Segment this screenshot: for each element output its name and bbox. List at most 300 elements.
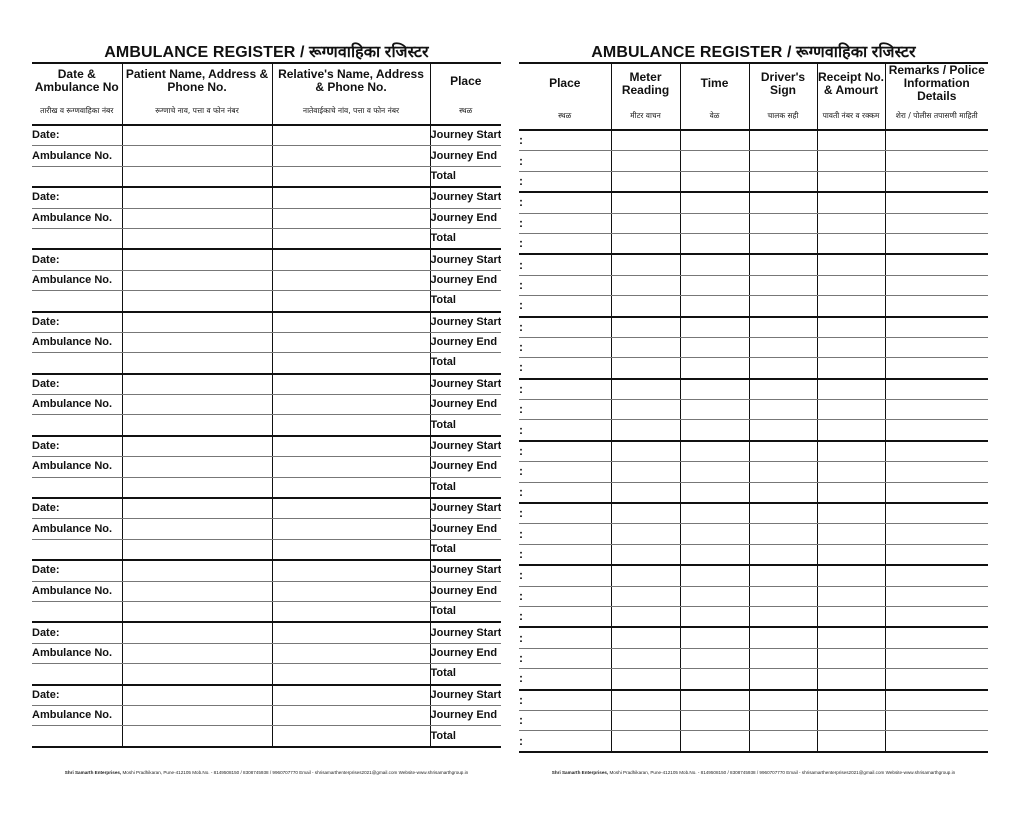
meter-reading-cell[interactable] bbox=[611, 690, 680, 711]
patient-cell[interactable] bbox=[122, 726, 272, 747]
time-cell[interactable] bbox=[680, 503, 749, 524]
meter-reading-cell[interactable] bbox=[611, 130, 680, 151]
receipt-cell[interactable] bbox=[817, 337, 885, 357]
table-row bbox=[32, 291, 501, 312]
left-register-body bbox=[32, 125, 501, 747]
driver-sign-cell[interactable] bbox=[749, 606, 817, 627]
driver-sign-cell[interactable] bbox=[749, 233, 817, 254]
relative-cell[interactable] bbox=[272, 539, 430, 560]
place-colon[interactable]: : bbox=[519, 627, 611, 648]
time-cell[interactable] bbox=[680, 669, 749, 690]
remarks-cell[interactable] bbox=[885, 130, 988, 151]
relative-cell[interactable] bbox=[272, 228, 430, 249]
relative-cell[interactable] bbox=[272, 332, 430, 352]
place-colon[interactable]: : bbox=[519, 544, 611, 565]
relative-cell[interactable] bbox=[272, 519, 430, 539]
blank-cell bbox=[32, 539, 122, 560]
footer-company: Shri Samarth Enterprises, bbox=[64, 770, 122, 775]
table-row bbox=[32, 415, 501, 436]
time-cell[interactable] bbox=[680, 524, 749, 544]
table-row bbox=[32, 436, 501, 457]
driver-sign-cell[interactable] bbox=[749, 275, 817, 295]
relative-cell[interactable] bbox=[272, 685, 430, 706]
patient-cell[interactable] bbox=[122, 436, 272, 457]
meter-reading-cell[interactable] bbox=[611, 524, 680, 544]
patient-cell[interactable] bbox=[122, 166, 272, 187]
meter-reading-cell[interactable] bbox=[611, 296, 680, 317]
receipt-cell[interactable] bbox=[817, 524, 885, 544]
receipt-cell[interactable] bbox=[817, 317, 885, 338]
time-cell[interactable] bbox=[680, 379, 749, 400]
place-colon[interactable]: : bbox=[519, 441, 611, 462]
patient-cell[interactable] bbox=[122, 395, 272, 415]
relative-cell[interactable] bbox=[272, 208, 430, 228]
patient-cell[interactable] bbox=[122, 477, 272, 498]
remarks-cell[interactable] bbox=[885, 337, 988, 357]
receipt-cell[interactable] bbox=[817, 130, 885, 151]
patient-cell[interactable] bbox=[122, 539, 272, 560]
receipt-cell[interactable] bbox=[817, 358, 885, 379]
meter-reading-cell[interactable] bbox=[611, 233, 680, 254]
table-row bbox=[519, 606, 988, 627]
journey-end-label: Journey End bbox=[430, 457, 501, 477]
patient-cell[interactable] bbox=[122, 353, 272, 374]
receipt-cell[interactable] bbox=[817, 420, 885, 441]
patient-cell[interactable] bbox=[122, 374, 272, 395]
meter-reading-cell[interactable] bbox=[611, 544, 680, 565]
remarks-cell[interactable] bbox=[885, 441, 988, 462]
place-colon[interactable]: : bbox=[519, 213, 611, 233]
place-colon[interactable]: : bbox=[519, 524, 611, 544]
driver-sign-cell[interactable] bbox=[749, 296, 817, 317]
journey-end-label: Journey End bbox=[430, 146, 501, 166]
table-row bbox=[519, 690, 988, 711]
receipt-cell[interactable] bbox=[817, 275, 885, 295]
relative-cell[interactable] bbox=[272, 622, 430, 643]
patient-cell[interactable] bbox=[122, 415, 272, 436]
receipt-cell[interactable] bbox=[817, 648, 885, 668]
receipt-cell[interactable] bbox=[817, 400, 885, 420]
place-colon[interactable]: : bbox=[519, 358, 611, 379]
time-cell[interactable] bbox=[680, 296, 749, 317]
relative-cell[interactable] bbox=[272, 415, 430, 436]
meter-reading-cell[interactable] bbox=[611, 710, 680, 730]
place-colon[interactable]: : bbox=[519, 275, 611, 295]
receipt-cell[interactable] bbox=[817, 151, 885, 171]
remarks-cell[interactable] bbox=[885, 524, 988, 544]
driver-sign-cell[interactable] bbox=[749, 731, 817, 752]
receipt-cell[interactable] bbox=[817, 482, 885, 503]
place-colon[interactable]: : bbox=[519, 379, 611, 400]
relative-cell[interactable] bbox=[272, 436, 430, 457]
time-cell[interactable] bbox=[680, 606, 749, 627]
time-cell[interactable] bbox=[680, 400, 749, 420]
relative-cell[interactable] bbox=[272, 581, 430, 601]
place-colon[interactable]: : bbox=[519, 710, 611, 730]
place-colon[interactable]: : bbox=[519, 586, 611, 606]
total-label: Total bbox=[430, 415, 501, 436]
patient-cell[interactable] bbox=[122, 498, 272, 519]
receipt-cell[interactable] bbox=[817, 606, 885, 627]
meter-reading-cell[interactable] bbox=[611, 441, 680, 462]
relative-cell[interactable] bbox=[272, 312, 430, 333]
remarks-cell[interactable] bbox=[885, 192, 988, 213]
relative-cell[interactable] bbox=[272, 395, 430, 415]
driver-sign-cell[interactable] bbox=[749, 544, 817, 565]
receipt-cell[interactable] bbox=[817, 213, 885, 233]
relative-cell[interactable] bbox=[272, 146, 430, 166]
footer-details: Moshi Pradhikaran, Pune-412105 Mob.No. - 8149508150 / 8308745938 / 9960707770 Email - shrisamarthenterprises2021@gmail.com Website-www.shrisamarthgroup.in bbox=[122, 770, 469, 775]
patient-cell[interactable] bbox=[122, 643, 272, 663]
remarks-cell[interactable] bbox=[885, 669, 988, 690]
patient-cell[interactable] bbox=[122, 664, 272, 685]
left-page-title: AMBULANCE REGISTER / रूग्णवाहिका रजिस्टर bbox=[104, 44, 429, 61]
meter-reading-cell[interactable] bbox=[611, 151, 680, 171]
time-cell[interactable] bbox=[680, 275, 749, 295]
relative-cell[interactable] bbox=[272, 270, 430, 290]
meter-reading-cell[interactable] bbox=[611, 379, 680, 400]
relative-cell[interactable] bbox=[272, 705, 430, 725]
time-cell[interactable] bbox=[680, 420, 749, 441]
relative-cell[interactable] bbox=[272, 125, 430, 146]
right-register-table bbox=[519, 62, 988, 753]
table-row bbox=[32, 395, 501, 415]
table-row bbox=[519, 627, 988, 648]
driver-sign-cell[interactable] bbox=[749, 317, 817, 338]
remarks-cell[interactable] bbox=[885, 648, 988, 668]
receipt-cell[interactable] bbox=[817, 192, 885, 213]
time-cell[interactable] bbox=[680, 441, 749, 462]
ambulance-no-label: Ambulance No. bbox=[32, 519, 122, 539]
receipt-cell[interactable] bbox=[817, 627, 885, 648]
journey-start-label: Journey Start bbox=[430, 498, 501, 519]
place-colon[interactable]: : bbox=[519, 337, 611, 357]
relative-cell[interactable] bbox=[272, 726, 430, 747]
relative-cell[interactable] bbox=[272, 498, 430, 519]
patient-cell[interactable] bbox=[122, 270, 272, 290]
meter-reading-cell[interactable] bbox=[611, 606, 680, 627]
driver-sign-cell[interactable] bbox=[749, 586, 817, 606]
table-row bbox=[32, 498, 501, 519]
table-row bbox=[32, 228, 501, 249]
meter-reading-cell[interactable] bbox=[611, 317, 680, 338]
driver-sign-cell[interactable] bbox=[749, 462, 817, 482]
remarks-cell[interactable] bbox=[885, 379, 988, 400]
relative-cell[interactable] bbox=[272, 166, 430, 187]
table-row bbox=[32, 664, 501, 685]
time-cell[interactable] bbox=[680, 648, 749, 668]
receipt-cell[interactable] bbox=[817, 669, 885, 690]
meter-reading-cell[interactable] bbox=[611, 358, 680, 379]
remarks-cell[interactable] bbox=[885, 275, 988, 295]
receipt-cell[interactable] bbox=[817, 296, 885, 317]
driver-sign-cell[interactable] bbox=[749, 690, 817, 711]
relative-cell[interactable] bbox=[272, 643, 430, 663]
time-cell[interactable] bbox=[680, 317, 749, 338]
meter-reading-cell[interactable] bbox=[611, 462, 680, 482]
remarks-cell[interactable] bbox=[885, 151, 988, 171]
relative-cell[interactable] bbox=[272, 353, 430, 374]
relative-cell[interactable] bbox=[272, 560, 430, 581]
receipt-cell[interactable] bbox=[817, 731, 885, 752]
place-colon[interactable]: : bbox=[519, 151, 611, 171]
remarks-cell[interactable] bbox=[885, 400, 988, 420]
patient-cell[interactable] bbox=[122, 705, 272, 725]
place-colon[interactable]: : bbox=[519, 482, 611, 503]
ambulance-no-label: Ambulance No. bbox=[32, 457, 122, 477]
remarks-cell[interactable] bbox=[885, 254, 988, 275]
receipt-cell[interactable] bbox=[817, 710, 885, 730]
meter-reading-cell[interactable] bbox=[611, 669, 680, 690]
driver-sign-cell[interactable] bbox=[749, 565, 817, 586]
remarks-cell[interactable] bbox=[885, 420, 988, 441]
driver-sign-cell[interactable] bbox=[749, 171, 817, 192]
table-row bbox=[32, 643, 501, 663]
table-row bbox=[519, 441, 988, 462]
table-row bbox=[32, 166, 501, 187]
driver-sign-cell[interactable] bbox=[749, 400, 817, 420]
remarks-cell[interactable] bbox=[885, 213, 988, 233]
table-row bbox=[32, 312, 501, 333]
patient-cell[interactable] bbox=[122, 581, 272, 601]
place-colon[interactable]: : bbox=[519, 420, 611, 441]
place-colon[interactable]: : bbox=[519, 669, 611, 690]
driver-sign-cell[interactable] bbox=[749, 192, 817, 213]
time-cell[interactable] bbox=[680, 482, 749, 503]
blank-cell bbox=[32, 664, 122, 685]
total-label: Total bbox=[430, 228, 501, 249]
driver-sign-cell[interactable] bbox=[749, 710, 817, 730]
place-colon[interactable]: : bbox=[519, 233, 611, 254]
relative-cell[interactable] bbox=[272, 249, 430, 270]
remarks-cell[interactable] bbox=[885, 586, 988, 606]
date-label: Date: bbox=[32, 125, 122, 146]
time-cell[interactable] bbox=[680, 462, 749, 482]
time-cell[interactable] bbox=[680, 690, 749, 711]
time-cell[interactable] bbox=[680, 565, 749, 586]
date-label: Date: bbox=[32, 374, 122, 395]
place-colon[interactable]: : bbox=[519, 648, 611, 668]
time-cell[interactable] bbox=[680, 544, 749, 565]
date-label: Date: bbox=[32, 187, 122, 208]
table-row bbox=[32, 539, 501, 560]
driver-sign-cell[interactable] bbox=[749, 648, 817, 668]
receipt-cell[interactable] bbox=[817, 254, 885, 275]
remarks-cell[interactable] bbox=[885, 627, 988, 648]
total-label: Total bbox=[430, 166, 501, 187]
relative-cell[interactable] bbox=[272, 291, 430, 312]
place-colon[interactable]: : bbox=[519, 317, 611, 338]
patient-cell[interactable] bbox=[122, 519, 272, 539]
time-cell[interactable] bbox=[680, 627, 749, 648]
col-subheader-meter-reading: मीटर वाचन bbox=[611, 103, 680, 130]
place-colon[interactable]: : bbox=[519, 690, 611, 711]
table-row bbox=[32, 208, 501, 228]
driver-sign-cell[interactable] bbox=[749, 482, 817, 503]
receipt-cell[interactable] bbox=[817, 379, 885, 400]
relative-cell[interactable] bbox=[272, 457, 430, 477]
remarks-cell[interactable] bbox=[885, 296, 988, 317]
time-cell[interactable] bbox=[680, 130, 749, 151]
meter-reading-cell[interactable] bbox=[611, 627, 680, 648]
relative-cell[interactable] bbox=[272, 477, 430, 498]
remarks-cell[interactable] bbox=[885, 606, 988, 627]
patient-cell[interactable] bbox=[122, 312, 272, 333]
table-row bbox=[32, 622, 501, 643]
time-cell[interactable] bbox=[680, 586, 749, 606]
time-cell[interactable] bbox=[680, 254, 749, 275]
time-cell[interactable] bbox=[680, 192, 749, 213]
driver-sign-cell[interactable] bbox=[749, 524, 817, 544]
col-header-patient: Patient Name, Address & Phone No. bbox=[122, 63, 272, 98]
remarks-cell[interactable] bbox=[885, 503, 988, 524]
remarks-cell[interactable] bbox=[885, 544, 988, 565]
relative-cell[interactable] bbox=[272, 187, 430, 208]
meter-reading-cell[interactable] bbox=[611, 731, 680, 752]
blank-cell bbox=[32, 166, 122, 187]
driver-sign-cell[interactable] bbox=[749, 358, 817, 379]
patient-cell[interactable] bbox=[122, 332, 272, 352]
place-colon[interactable]: : bbox=[519, 731, 611, 752]
meter-reading-cell[interactable] bbox=[611, 192, 680, 213]
patient-cell[interactable] bbox=[122, 560, 272, 581]
col-header-date-ambulance: Date & Ambulance No bbox=[32, 63, 122, 98]
remarks-cell[interactable] bbox=[885, 731, 988, 752]
date-label: Date: bbox=[32, 685, 122, 706]
meter-reading-cell[interactable] bbox=[611, 213, 680, 233]
driver-sign-cell[interactable] bbox=[749, 151, 817, 171]
meter-reading-cell[interactable] bbox=[611, 648, 680, 668]
remarks-cell[interactable] bbox=[885, 565, 988, 586]
table-row bbox=[32, 601, 501, 622]
time-cell[interactable] bbox=[680, 213, 749, 233]
receipt-cell[interactable] bbox=[817, 503, 885, 524]
patient-cell[interactable] bbox=[122, 208, 272, 228]
time-cell[interactable] bbox=[680, 731, 749, 752]
patient-cell[interactable] bbox=[122, 601, 272, 622]
place-colon[interactable]: : bbox=[519, 565, 611, 586]
time-cell[interactable] bbox=[680, 337, 749, 357]
patient-cell[interactable] bbox=[122, 228, 272, 249]
receipt-cell[interactable] bbox=[817, 462, 885, 482]
driver-sign-cell[interactable] bbox=[749, 213, 817, 233]
receipt-cell[interactable] bbox=[817, 690, 885, 711]
patient-cell[interactable] bbox=[122, 457, 272, 477]
place-colon[interactable]: : bbox=[519, 503, 611, 524]
remarks-cell[interactable] bbox=[885, 690, 988, 711]
driver-sign-cell[interactable] bbox=[749, 441, 817, 462]
meter-reading-cell[interactable] bbox=[611, 565, 680, 586]
meter-reading-cell[interactable] bbox=[611, 337, 680, 357]
col-header-place: Place bbox=[519, 63, 611, 103]
patient-cell[interactable] bbox=[122, 685, 272, 706]
remarks-cell[interactable] bbox=[885, 171, 988, 192]
place-colon[interactable]: : bbox=[519, 400, 611, 420]
patient-cell[interactable] bbox=[122, 146, 272, 166]
footer-company: Shri Samarth Enterprises, bbox=[551, 770, 609, 775]
table-row bbox=[519, 192, 988, 213]
meter-reading-cell[interactable] bbox=[611, 586, 680, 606]
patient-cell[interactable] bbox=[122, 622, 272, 643]
left-register-table bbox=[32, 62, 501, 748]
remarks-cell[interactable] bbox=[885, 233, 988, 254]
journey-start-label: Journey Start bbox=[430, 187, 501, 208]
receipt-cell[interactable] bbox=[817, 544, 885, 565]
table-row bbox=[519, 462, 988, 482]
driver-sign-cell[interactable] bbox=[749, 420, 817, 441]
patient-cell[interactable] bbox=[122, 291, 272, 312]
journey-end-label: Journey End bbox=[430, 705, 501, 725]
remarks-cell[interactable] bbox=[885, 710, 988, 730]
place-colon[interactable]: : bbox=[519, 171, 611, 192]
receipt-cell[interactable] bbox=[817, 441, 885, 462]
patient-cell[interactable] bbox=[122, 187, 272, 208]
patient-cell[interactable] bbox=[122, 125, 272, 146]
blank-cell bbox=[32, 601, 122, 622]
driver-sign-cell[interactable] bbox=[749, 669, 817, 690]
meter-reading-cell[interactable] bbox=[611, 400, 680, 420]
remarks-cell[interactable] bbox=[885, 317, 988, 338]
table-row bbox=[519, 503, 988, 524]
receipt-cell[interactable] bbox=[817, 171, 885, 192]
receipt-cell[interactable] bbox=[817, 586, 885, 606]
time-cell[interactable] bbox=[680, 233, 749, 254]
remarks-cell[interactable] bbox=[885, 482, 988, 503]
time-cell[interactable] bbox=[680, 171, 749, 192]
driver-sign-cell[interactable] bbox=[749, 379, 817, 400]
place-colon[interactable]: : bbox=[519, 192, 611, 213]
driver-sign-cell[interactable] bbox=[749, 130, 817, 151]
place-colon[interactable]: : bbox=[519, 254, 611, 275]
driver-sign-cell[interactable] bbox=[749, 337, 817, 357]
relative-cell[interactable] bbox=[272, 664, 430, 685]
relative-cell[interactable] bbox=[272, 374, 430, 395]
meter-reading-cell[interactable] bbox=[611, 171, 680, 192]
meter-reading-cell[interactable] bbox=[611, 420, 680, 441]
table-row bbox=[32, 353, 501, 374]
time-cell[interactable] bbox=[680, 358, 749, 379]
meter-reading-cell[interactable] bbox=[611, 503, 680, 524]
meter-reading-cell[interactable] bbox=[611, 275, 680, 295]
remarks-cell[interactable] bbox=[885, 462, 988, 482]
table-row bbox=[519, 482, 988, 503]
driver-sign-cell[interactable] bbox=[749, 503, 817, 524]
receipt-cell[interactable] bbox=[817, 233, 885, 254]
ambulance-no-label: Ambulance No. bbox=[32, 332, 122, 352]
driver-sign-cell[interactable] bbox=[749, 627, 817, 648]
remarks-cell[interactable] bbox=[885, 358, 988, 379]
table-row bbox=[32, 581, 501, 601]
place-colon[interactable]: : bbox=[519, 296, 611, 317]
table-row bbox=[519, 648, 988, 668]
total-label: Total bbox=[430, 601, 501, 622]
patient-cell[interactable] bbox=[122, 249, 272, 270]
driver-sign-cell[interactable] bbox=[749, 254, 817, 275]
meter-reading-cell[interactable] bbox=[611, 254, 680, 275]
receipt-cell[interactable] bbox=[817, 565, 885, 586]
meter-reading-cell[interactable] bbox=[611, 482, 680, 503]
place-colon[interactable]: : bbox=[519, 606, 611, 627]
col-subheader-driver-sign: चालक सही bbox=[749, 103, 817, 130]
place-colon[interactable]: : bbox=[519, 130, 611, 151]
time-cell[interactable] bbox=[680, 151, 749, 171]
col-subheader-date-ambulance: तारीख व रूग्णवाहिका नंबर bbox=[32, 98, 122, 125]
place-colon[interactable]: : bbox=[519, 462, 611, 482]
right-footer bbox=[519, 770, 988, 775]
relative-cell[interactable] bbox=[272, 601, 430, 622]
time-cell[interactable] bbox=[680, 710, 749, 730]
table-row bbox=[519, 296, 988, 317]
